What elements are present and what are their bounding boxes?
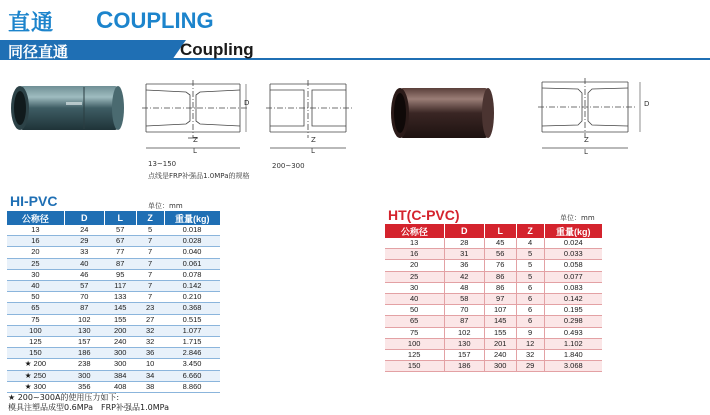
table-row: [7, 269, 221, 280]
hi-pvc-unit: 单位：mm: [148, 202, 183, 210]
cell-z: 12: [516, 338, 544, 349]
cell-z: 6: [516, 316, 544, 327]
table-row: [385, 271, 603, 282]
cell-size: 30: [7, 269, 65, 280]
page-title-en: [96, 7, 214, 35]
banner-label-en: Coupling: [180, 40, 254, 59]
cell-d: 87: [64, 303, 104, 314]
cell-l: 76: [484, 260, 516, 271]
table-row: [385, 282, 603, 293]
col-header-weight: 重量(kg): [544, 224, 602, 238]
cell-size: ★ 300: [7, 381, 65, 392]
cell-size: 16: [385, 249, 445, 260]
table-row: [7, 325, 221, 336]
cell-z: 32: [136, 337, 164, 348]
cell-z: 32: [516, 350, 544, 361]
cell-d: 40: [64, 258, 104, 269]
cell-d: 238: [64, 359, 104, 370]
cell-d: 130: [64, 325, 104, 336]
cell-d: 300: [64, 370, 104, 381]
col-header-l: L: [484, 224, 516, 238]
cell-l: 145: [104, 303, 136, 314]
cell-d: 33: [64, 247, 104, 258]
cell-weight: 1.077: [164, 325, 220, 336]
table-row: [7, 303, 221, 314]
cell-size: 13: [385, 238, 445, 249]
col-header-d: D: [444, 224, 484, 238]
col-header-z: Z: [136, 211, 164, 225]
cell-l: 145: [484, 316, 516, 327]
cell-z: 7: [136, 281, 164, 292]
cell-d: 157: [444, 350, 484, 361]
table-row: [7, 359, 221, 370]
cell-d: 70: [444, 305, 484, 316]
ht-cpvc-title: HT(C-PVC): [388, 207, 460, 223]
table-row: [7, 314, 221, 325]
dim-label-z-3: Z: [584, 136, 589, 144]
cell-size: 13: [7, 225, 65, 236]
cell-l: 408: [104, 381, 136, 392]
cell-l: 97: [484, 294, 516, 305]
cell-l: 240: [104, 337, 136, 348]
cell-z: 5: [516, 260, 544, 271]
cell-weight: 0.078: [164, 269, 220, 280]
cell-l: 155: [104, 314, 136, 325]
table-row: [385, 260, 603, 271]
col-header-size: 公称径: [7, 211, 65, 225]
ht-cpvc-coupling-photo: [388, 82, 498, 144]
cell-l: 86: [484, 271, 516, 282]
cell-size: 20: [7, 247, 65, 258]
dotted-line-note: 点线是FRP补强品1.0MPa的规格: [148, 172, 250, 180]
table-row: [385, 238, 603, 249]
cell-d: 157: [64, 337, 104, 348]
cell-z: 4: [516, 238, 544, 249]
table-row: [385, 305, 603, 316]
cell-weight: 1.840: [544, 350, 602, 361]
cell-d: 102: [444, 327, 484, 338]
cell-z: 7: [136, 247, 164, 258]
dim-label-l-3: L: [584, 148, 588, 156]
cell-z: 27: [136, 314, 164, 325]
ht-cpvc-spec-table: [384, 224, 602, 372]
cell-d: 24: [64, 225, 104, 236]
cell-d: 57: [64, 281, 104, 292]
cell-size: 100: [7, 325, 65, 336]
cell-weight: 0.083: [544, 282, 602, 293]
cell-z: 34: [136, 370, 164, 381]
cell-weight: 0.493: [544, 327, 602, 338]
cell-d: 28: [444, 238, 484, 249]
cell-size: 75: [385, 327, 445, 338]
cell-weight: 0.024: [544, 238, 602, 249]
table-row: [7, 381, 221, 392]
cell-l: 201: [484, 338, 516, 349]
table-row: [385, 338, 603, 349]
dim-label-z-2: Z: [311, 136, 316, 144]
table-row: [7, 281, 221, 292]
cell-z: 36: [136, 348, 164, 359]
cell-z: 9: [516, 327, 544, 338]
table-row: [385, 350, 603, 361]
range-small-label: 13~150: [148, 160, 177, 168]
cell-l: 300: [104, 348, 136, 359]
table-row: [7, 258, 221, 269]
cell-size: 125: [7, 337, 65, 348]
table-row: [385, 316, 603, 327]
cell-z: 29: [516, 361, 544, 372]
cell-size: 25: [7, 258, 65, 269]
cell-l: 133: [104, 292, 136, 303]
drawing-coupling-small: [140, 78, 252, 156]
cell-l: 57: [104, 225, 136, 236]
title-initial: C: [96, 7, 114, 34]
hi-pvc-coupling-photo: [8, 80, 126, 138]
hi-pvc-title: HI-PVC: [10, 193, 58, 209]
cell-weight: 1.715: [164, 337, 220, 348]
cell-d: 31: [444, 249, 484, 260]
range-large-label: 200~300: [272, 162, 305, 170]
cell-l: 107: [484, 305, 516, 316]
cell-d: 186: [444, 361, 484, 372]
cell-size: 40: [385, 294, 445, 305]
cell-size: ★ 250: [7, 370, 65, 381]
cell-size: 25: [385, 271, 445, 282]
cell-l: 155: [484, 327, 516, 338]
cell-l: 240: [484, 350, 516, 361]
cell-weight: 0.368: [164, 303, 220, 314]
cell-size: 50: [385, 305, 445, 316]
table-row: [385, 249, 603, 260]
cell-z: 38: [136, 381, 164, 392]
dim-label-l-2: L: [311, 147, 315, 155]
hi-pvc-note-2: 模具注塑品成型0.6MPa FRP补强品1.0MPa: [8, 403, 169, 412]
cell-size: 150: [385, 361, 445, 372]
cell-z: 10: [136, 359, 164, 370]
cell-size: 65: [7, 303, 65, 314]
cell-weight: 0.298: [544, 316, 602, 327]
cell-size: ★ 200: [7, 359, 65, 370]
cell-d: 87: [444, 316, 484, 327]
table-row: [7, 236, 221, 247]
hi-pvc-spec-table: [6, 211, 220, 393]
cell-l: 56: [484, 249, 516, 260]
cell-weight: 0.210: [164, 292, 220, 303]
hi-pvc-note-1: ★ 200~300A的使用压力如下:: [8, 393, 120, 402]
cell-weight: 0.018: [164, 225, 220, 236]
cell-d: 58: [444, 294, 484, 305]
cell-l: 384: [104, 370, 136, 381]
table-row: [7, 370, 221, 381]
cell-d: 102: [64, 314, 104, 325]
dim-label-d-3: D: [644, 100, 650, 108]
cell-weight: 3.450: [164, 359, 220, 370]
table-row: [7, 247, 221, 258]
table-header-row: [7, 211, 221, 225]
cell-l: 117: [104, 281, 136, 292]
title-rest: OUPLING: [113, 8, 214, 33]
col-header-z: Z: [516, 224, 544, 238]
cell-l: 67: [104, 236, 136, 247]
cell-l: 45: [484, 238, 516, 249]
cell-weight: 0.515: [164, 314, 220, 325]
cell-l: 95: [104, 269, 136, 280]
cell-weight: 0.061: [164, 258, 220, 269]
cell-weight: 2.846: [164, 348, 220, 359]
cell-z: 23: [136, 303, 164, 314]
cell-d: 130: [444, 338, 484, 349]
cell-size: 75: [7, 314, 65, 325]
col-header-d: D: [64, 211, 104, 225]
table-row: [7, 348, 221, 359]
cell-l: 300: [104, 359, 136, 370]
cell-weight: 0.142: [164, 281, 220, 292]
cell-z: 7: [136, 236, 164, 247]
col-header-size: 公称径: [385, 224, 445, 238]
dim-label-z-1: Z: [193, 136, 198, 144]
cell-size: 40: [7, 281, 65, 292]
cell-d: 42: [444, 271, 484, 282]
cell-weight: 1.102: [544, 338, 602, 349]
section-banner: [0, 40, 710, 60]
cell-size: 30: [385, 282, 445, 293]
cell-weight: 6.660: [164, 370, 220, 381]
ht-cpvc-unit: 单位：mm: [560, 214, 595, 222]
cell-size: 150: [7, 348, 65, 359]
cell-z: 7: [136, 258, 164, 269]
cell-z: 32: [136, 325, 164, 336]
cell-weight: 0.033: [544, 249, 602, 260]
cell-l: 77: [104, 247, 136, 258]
cell-weight: 0.028: [164, 236, 220, 247]
table-row: [7, 292, 221, 303]
cell-size: 125: [385, 350, 445, 361]
cell-size: 16: [7, 236, 65, 247]
cell-z: 6: [516, 305, 544, 316]
col-header-l: L: [104, 211, 136, 225]
cell-d: 36: [444, 260, 484, 271]
dim-label-d-1: D: [244, 99, 250, 107]
table-row: [7, 337, 221, 348]
col-header-weight: 重量(kg): [164, 211, 220, 225]
cell-weight: 8.860: [164, 381, 220, 392]
cell-d: 356: [64, 381, 104, 392]
cell-z: 6: [516, 282, 544, 293]
cell-weight: 0.040: [164, 247, 220, 258]
cell-l: 200: [104, 325, 136, 336]
cell-d: 46: [64, 269, 104, 280]
table-row: [7, 225, 221, 236]
drawing-coupling-large: [266, 78, 356, 156]
table-row: [385, 327, 603, 338]
cell-z: 6: [516, 294, 544, 305]
cell-size: 50: [7, 292, 65, 303]
cell-d: 29: [64, 236, 104, 247]
cell-z: 5: [516, 249, 544, 260]
dim-label-l-1: L: [193, 147, 197, 155]
page-title-cn: 直通: [8, 11, 55, 36]
cell-d: 70: [64, 292, 104, 303]
cell-l: 86: [484, 282, 516, 293]
banner-label-cn: 同径直通: [8, 43, 69, 61]
table-row: [385, 361, 603, 372]
cell-z: 7: [136, 269, 164, 280]
cell-d: 48: [444, 282, 484, 293]
table-row: [385, 294, 603, 305]
cell-size: 100: [385, 338, 445, 349]
cell-z: 5: [516, 271, 544, 282]
cell-l: 300: [484, 361, 516, 372]
cell-weight: 0.077: [544, 271, 602, 282]
cell-weight: 0.058: [544, 260, 602, 271]
cell-l: 87: [104, 258, 136, 269]
cell-z: 5: [136, 225, 164, 236]
table-header-row: [385, 224, 603, 238]
cell-weight: 0.142: [544, 294, 602, 305]
cell-size: 65: [385, 316, 445, 327]
cell-weight: 3.068: [544, 361, 602, 372]
cell-z: 7: [136, 292, 164, 303]
cell-size: 20: [385, 260, 445, 271]
drawing-coupling-ht: [536, 76, 654, 156]
cell-d: 186: [64, 348, 104, 359]
cell-weight: 0.195: [544, 305, 602, 316]
